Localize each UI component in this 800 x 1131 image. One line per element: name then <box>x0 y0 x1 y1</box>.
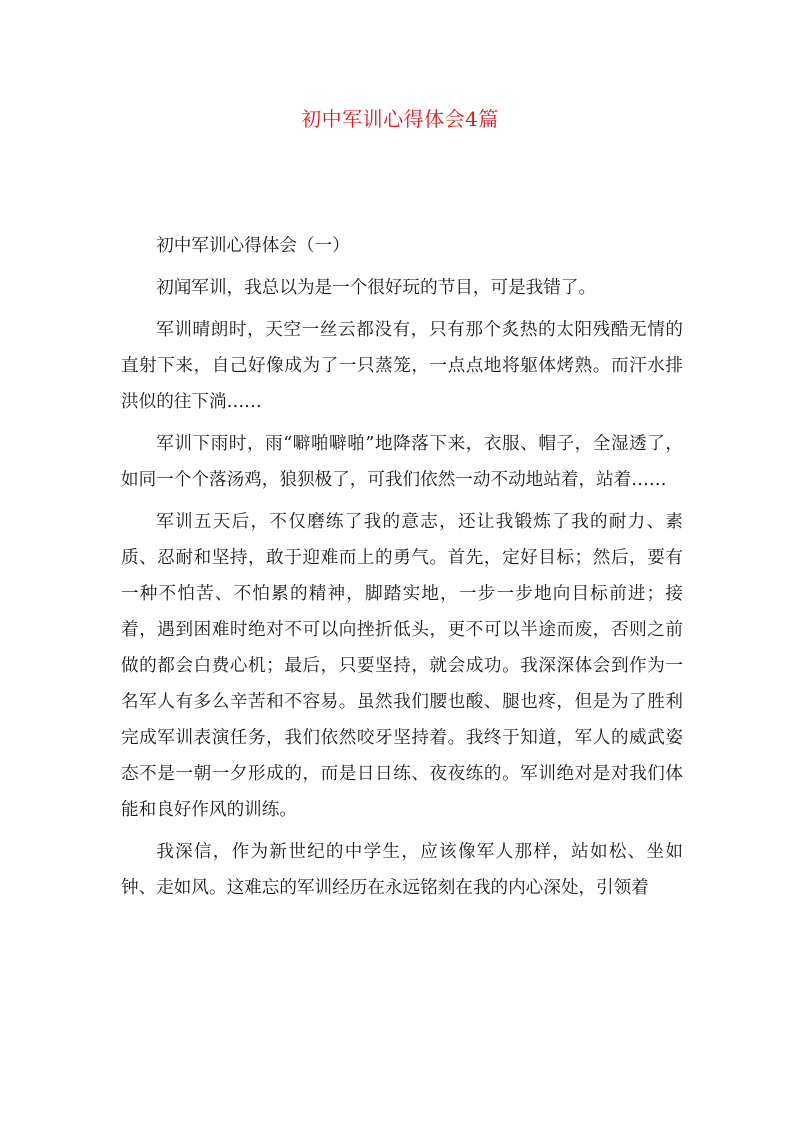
paragraph: 军训下雨时，雨“噼啪噼啪”地降落下来，衣服、帽子，全湿透了，如同一个个落汤鸡，狼狈极了，可我们依然一动不动地站着，站着…… <box>121 434 683 490</box>
paragraph: 我深信，作为新世纪的中学生，应该像军人那样，站如松、坐如钟、走如风。这难忘的军训经历在永远铭刻在我的内心深处，引领着 <box>121 842 683 898</box>
paragraph: 军训晴朗时，天空一丝云都没有，只有那个炙热的太阳残酷无情的直射下来，自己好像成为了一只蒸笼，一点点地将躯体烤熟。而汗水排洪似的往下淌…… <box>121 320 683 412</box>
paragraph: 初闻军训，我总以为是一个很好玩的节目，可是我错了。 <box>156 278 597 298</box>
paragraph: 军训五天后，不仅磨练了我的意志，还让我锻炼了我的耐力、素质、忍耐和坚持，敢于迎难而上的勇气。首先，定好目标；然后，要有一种不怕苦、不怕累的精神，脚踏实地，一步一步地向目标前进；接着，遇到困难时绝对不可以向挫折低头，更不可以半途而废，否则之前做的都会白费心机；最后，只要坚持，就会成功。我深深体会到作为一名军人有多么辛苦和不容易。虽然我们腰也酸、腿也疼，但是为了胜利完成军训表演任务，我们依然咬牙坚持着。我终于知道，军人的威武姿态不是一朝一夕形成的，而是日日练、夜夜练的。军训绝对是对我们体能和良好作风的训练。 <box>121 512 683 820</box>
document-body <box>121 228 683 912</box>
document-title: 初中军训心得体会4篇 <box>301 107 499 131</box>
section-heading: 初中军训心得体会（一） <box>156 236 350 256</box>
